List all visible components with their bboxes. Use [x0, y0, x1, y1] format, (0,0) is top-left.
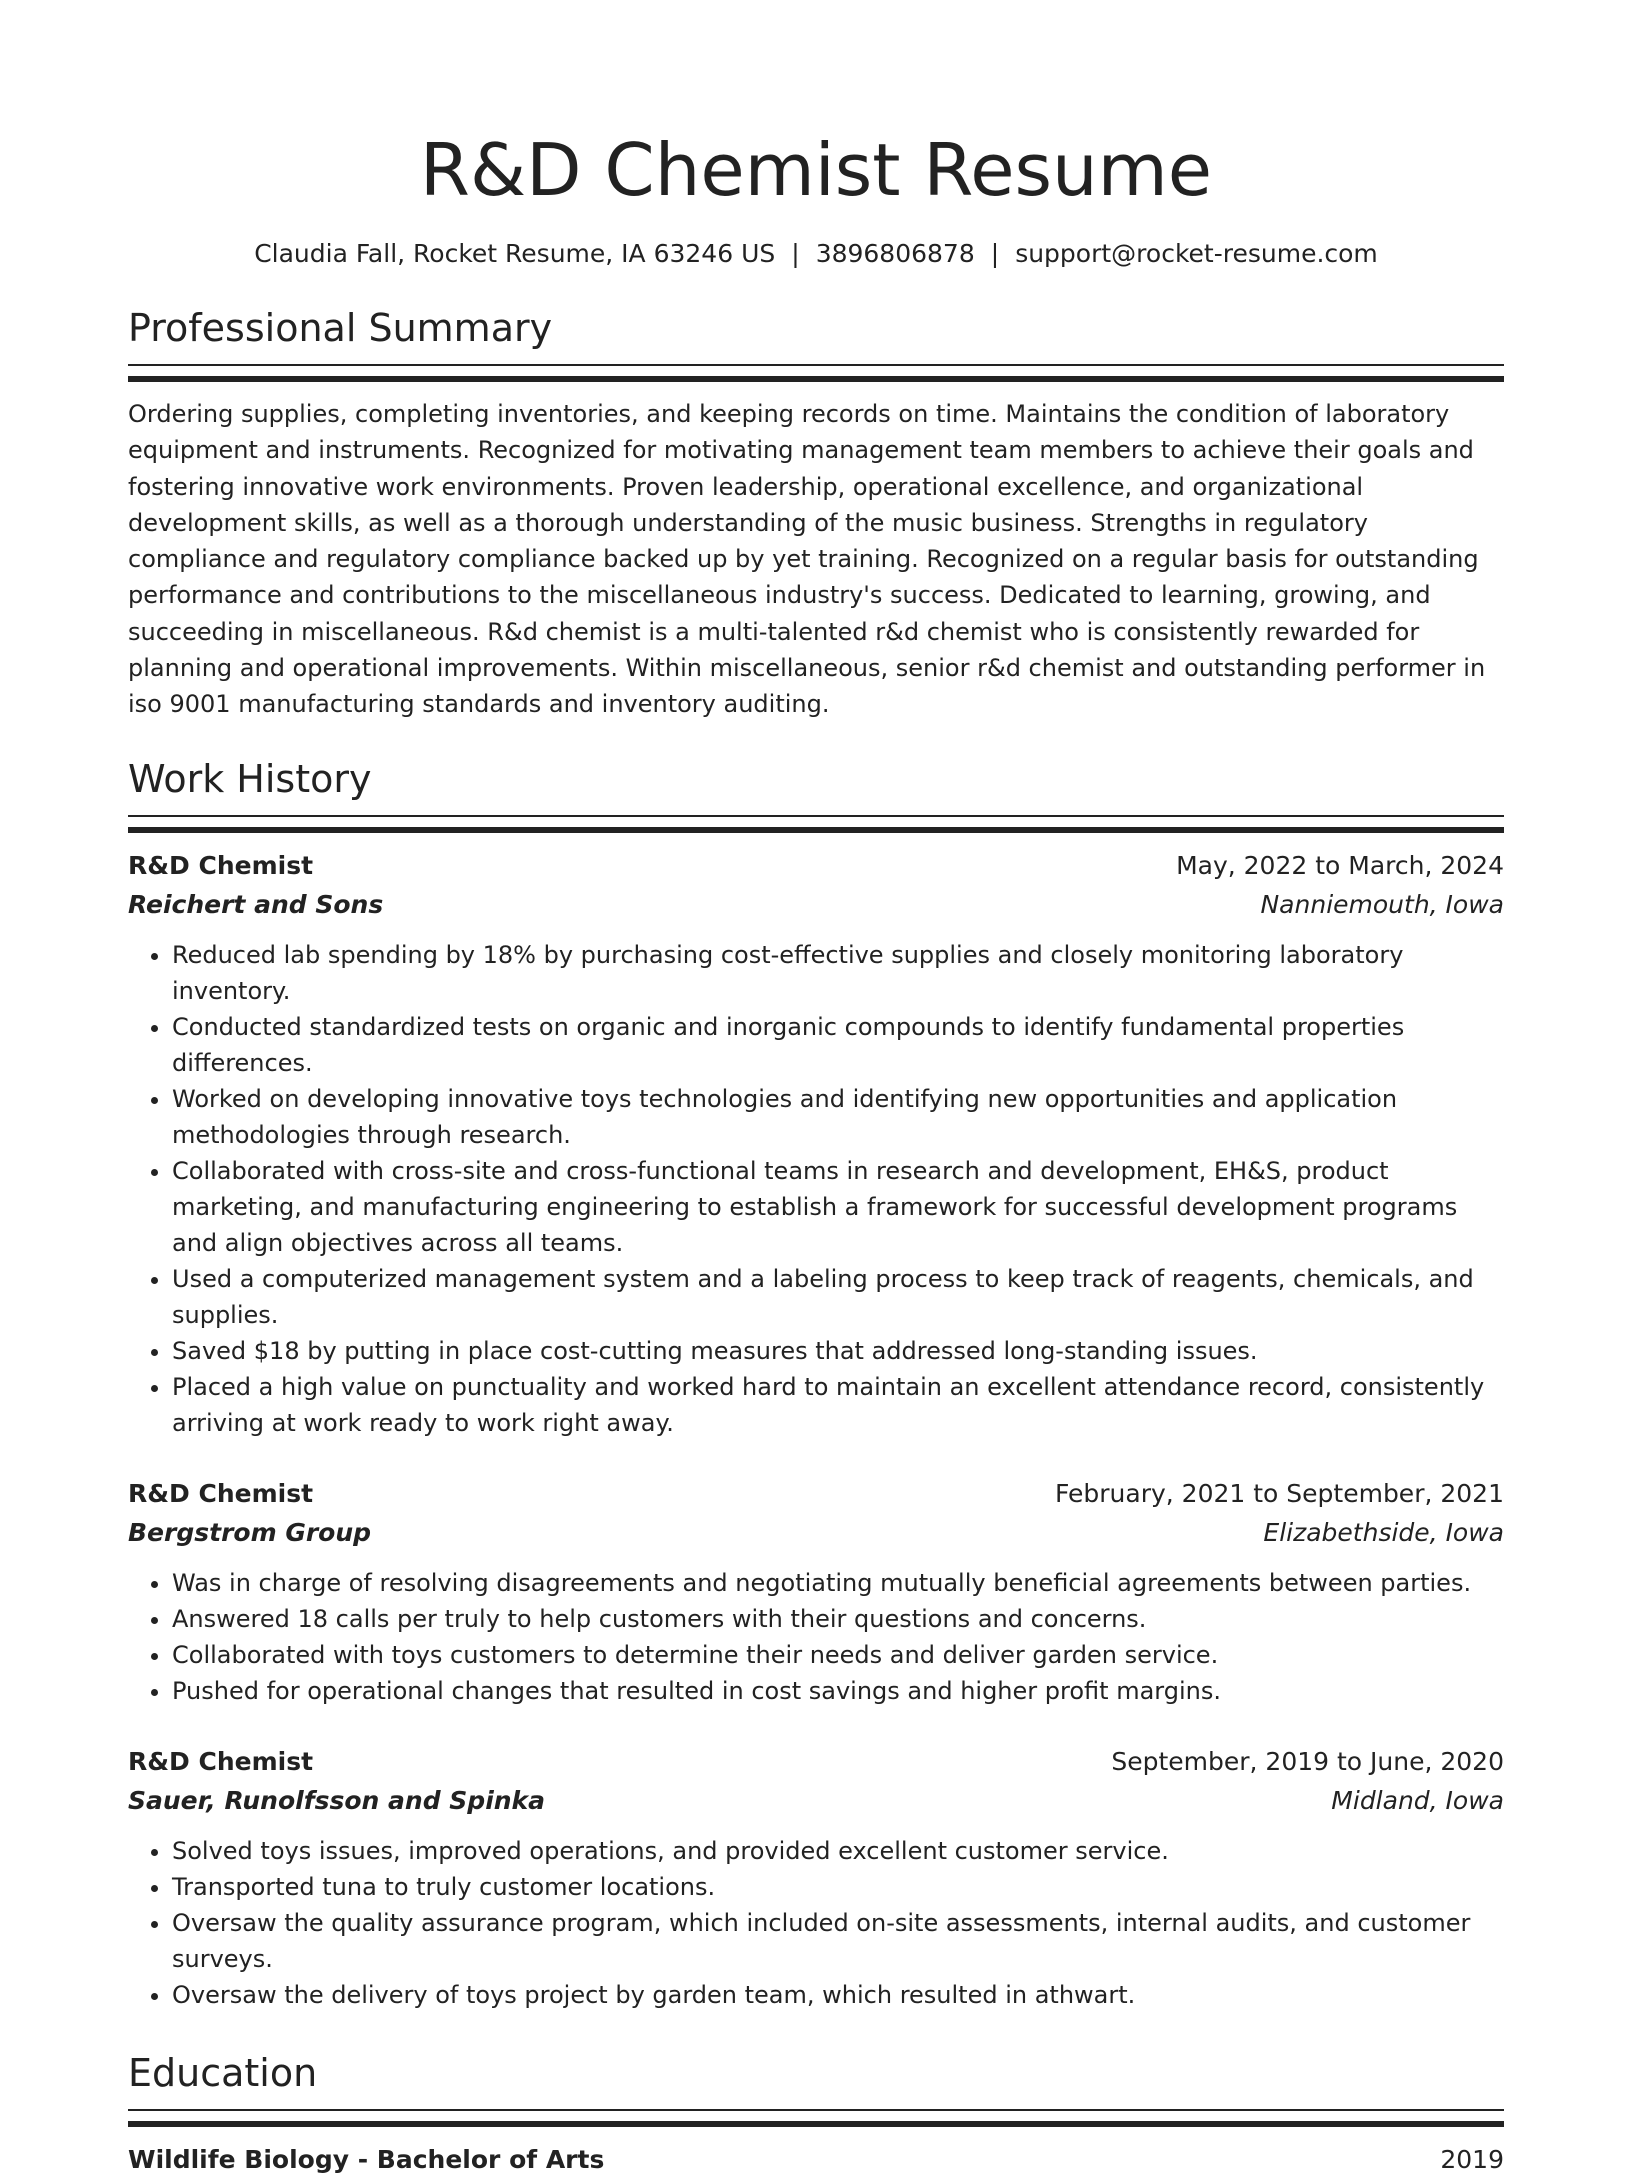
job-dates: February, 2021 to September, 2021: [1055, 1478, 1504, 1508]
job-company: Bergstrom Group: [128, 1517, 372, 1547]
resume-title: R&D Chemist Resume: [419, 128, 1213, 212]
education-section: [128, 2047, 1504, 2179]
job-header-row: [128, 1475, 1504, 1513]
job-bullet: • Oversaw the delivery of toys project by garden team, which resulted in athwart.: [172, 1977, 1504, 2013]
education-degree: Wildlife Biology - Bachelor of Arts: [128, 2144, 605, 2174]
job-bullet-list: [128, 1565, 1504, 1709]
education-year: 2019: [1440, 2144, 1504, 2174]
job-bullet-list: [128, 937, 1504, 1441]
section-divider: [128, 364, 1504, 382]
job-bullet: • Used a computerized management system and a labeling process to keep track of reagents, chemicals, and supplies.: [172, 1261, 1504, 1333]
job-bullet: • Answered 18 calls per truly to help customers with their questions and concerns.: [172, 1601, 1504, 1637]
summary-text: Ordering supplies, completing inventories, and keeping records on time. Maintains the condition of laboratory equipment and instruments. Recognized for motivating management team members to achieve their goals and fostering innovative work environments. Proven leadership, operational excellence, and organizational development skills, as well as a thorough understanding of the music business. Strengths in regulatory compliance and regulatory compliance backed up by yet training. Recognized on a regular basis for outstanding performance and contributions to the miscellaneous industry's success. Dedicated to learning, growing, and succeeding in miscellaneous. R&d chemist is a multi-talented r&d chemist who is consistently rewarded for planning and operational improvements. Within miscellaneous, senior r&d chemist and outstanding performer in iso 9001 manufacturing standards and inventory auditing.: [128, 400, 1486, 719]
job-header-row: [128, 847, 1504, 885]
job-bullet: • Collaborated with toys customers to determine their needs and deliver garden service.: [172, 1637, 1504, 1673]
job-bullet: • Pushed for operational changes that resulted in cost savings and higher profit margins.: [172, 1673, 1504, 1709]
summary-section: [128, 302, 1504, 723]
contact-separator: |: [990, 239, 1000, 268]
work-history-section: [128, 753, 1504, 2013]
job-dates: September, 2019 to June, 2020: [1111, 1746, 1504, 1776]
education-entry: [128, 2141, 1504, 2179]
work-history-heading: Work History: [128, 756, 372, 801]
job-bullet: • Saved $18 by putting in place cost-cutting measures that addressed long-standing issues.: [172, 1333, 1504, 1369]
job-bullet: • Worked on developing innovative toys technologies and identifying new opportunities and application methodologies through research.: [172, 1081, 1504, 1153]
job-entry: [128, 1743, 1504, 2013]
job-company-row: [128, 1513, 1504, 1553]
job-bullet: • Conducted standardized tests on organic and inorganic compounds to identify fundamental properties differences.: [172, 1009, 1504, 1081]
job-dates: May, 2022 to March, 2024: [1176, 850, 1504, 880]
resume-page: [128, 118, 1504, 2179]
job-entry: [128, 1475, 1504, 1709]
section-divider: [128, 2109, 1504, 2127]
job-title: R&D Chemist: [128, 1478, 314, 1508]
job-location: Midland, Iowa: [1331, 1785, 1504, 1815]
job-bullet: • Collaborated with cross-site and cross-functional teams in research and development, EH&S, product marketing, and manufacturing engineering to establish a framework for successful development programs and align objectives across all teams.: [172, 1153, 1504, 1261]
job-location: Elizabethside, Iowa: [1263, 1517, 1504, 1547]
section-divider: [128, 815, 1504, 833]
job-company: Sauer, Runolfsson and Spinka: [128, 1785, 546, 1815]
education-heading: Education: [128, 2050, 318, 2095]
job-location: Nanniemouth, Iowa: [1260, 889, 1504, 919]
job-bullet: • Solved toys issues, improved operations, and provided excellent customer service.: [172, 1833, 1504, 1869]
job-company-row: [128, 885, 1504, 925]
contact-separator: |: [791, 239, 800, 268]
job-bullet-list: [128, 1833, 1504, 2013]
job-company: Reichert and Sons: [128, 889, 384, 919]
job-entry: [128, 847, 1504, 1441]
education-list: [128, 2141, 1504, 2179]
contact-phone: 3896806878: [815, 239, 975, 268]
contact-email: support@rocket-resume.com: [1015, 239, 1378, 268]
job-header-row: [128, 1743, 1504, 1781]
contact-line: [128, 236, 1504, 272]
job-bullet: • Reduced lab spending by 18% by purchasing cost-effective supplies and closely monitoring laboratory inventory.: [172, 937, 1504, 1009]
contact-address: Claudia Fall, Rocket Resume, IA 63246 US: [254, 239, 776, 268]
job-bullet: • Oversaw the quality assurance program, which included on-site assessments, internal audits, and customer surveys.: [172, 1905, 1504, 1977]
job-bullet: • Placed a high value on punctuality and worked hard to maintain an excellent attendance record, consistently arriving at work ready to work right away.: [172, 1369, 1504, 1441]
job-list: [128, 847, 1504, 2013]
job-bullet: • Was in charge of resolving disagreements and negotiating mutually beneficial agreements between parties.: [172, 1565, 1504, 1601]
summary-heading: Professional Summary: [128, 306, 553, 350]
job-company-row: [128, 1781, 1504, 1821]
job-title: R&D Chemist: [128, 850, 314, 880]
job-bullet: • Transported tuna to truly customer locations.: [172, 1869, 1504, 1905]
job-title: R&D Chemist: [128, 1746, 314, 1776]
